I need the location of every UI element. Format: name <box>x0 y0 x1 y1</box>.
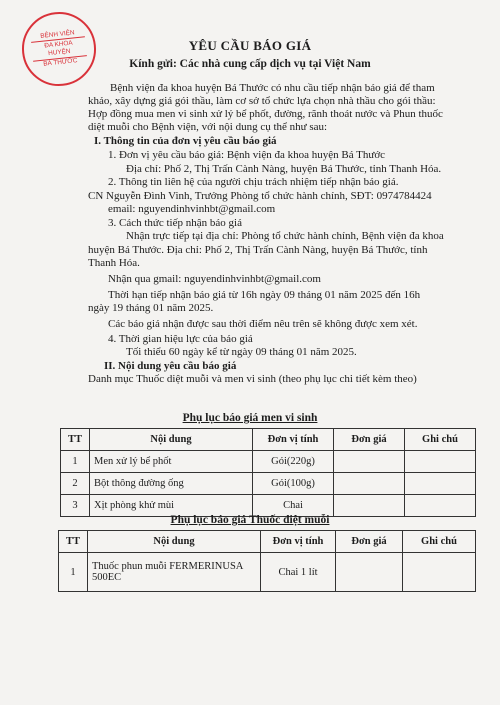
column-header: Đơn vị tính <box>253 429 334 451</box>
cell-content: Xịt phòng khử mùi <box>90 495 253 517</box>
column-header: Đơn giá <box>334 429 405 451</box>
list-item-detail: Nhận qua gmail: nguyendinhvinhbt@gmail.com <box>108 273 321 285</box>
table-row <box>59 553 476 592</box>
table2-title: Phụ lục báo giá Thuốc diệt muỗi <box>170 514 330 526</box>
column-header: Đơn giá <box>336 531 403 553</box>
table-thuoc-diet-muoi <box>58 530 476 592</box>
cell-price <box>336 553 403 592</box>
cell-price <box>334 473 405 495</box>
document-title: YÊU CẦU BÁO GIÁ <box>188 38 312 53</box>
list-item: 2. Thông tin liên hệ của người chịu trách nhiệm tiếp nhận báo giá. <box>108 176 399 188</box>
cell-unit: Chai 1 lít <box>261 553 336 592</box>
table-row <box>61 451 476 473</box>
list-item-detail: Thời hạn tiếp nhận báo giá từ 16h ngày 09 tháng 01 năm 2025 đến 16h <box>108 289 421 301</box>
table1-title: Phụ lục báo giá men vi sinh <box>182 412 318 424</box>
stamp-line: ĐA KHOA <box>44 39 74 50</box>
table-header-row <box>61 429 476 451</box>
list-item: 4. Thời gian hiệu lực của báo giá <box>108 333 253 345</box>
paragraph-line: diệt muỗi cho Bệnh viện, với nội dung cụ thể như sau: <box>88 121 328 133</box>
list-item-detail: Tối thiểu 60 ngày kể từ ngày 09 tháng 01 năm 2025. <box>126 346 357 358</box>
cell-price <box>334 451 405 473</box>
list-item-detail: ngày 19 tháng 01 năm 2025. <box>88 302 214 314</box>
list-item-detail: CN Nguyễn Đình Vinh, Trưởng Phòng tổ chức hành chính, SĐT: 0974784424 <box>88 190 432 202</box>
cell-tt: 3 <box>61 495 90 517</box>
cell-tt: 1 <box>61 451 90 473</box>
list-item-detail: Địa chỉ: Phố 2, Thị Trấn Cành Nàng, huyện Bá Thước, tỉnh Thanh Hóa. <box>126 163 442 175</box>
cell-unit: Gói(100g) <box>253 473 334 495</box>
cell-note <box>405 451 476 473</box>
table-row <box>61 473 476 495</box>
column-header: TT <box>61 429 90 451</box>
table-header-row <box>59 531 476 553</box>
cell-unit: Gói(220g) <box>253 451 334 473</box>
section-heading: I. Thông tin của đơn vị yêu cầu báo giá <box>94 135 277 147</box>
paragraph-line: khảo, xây dựng giá gói thầu, làm cơ sở tổ chức lựa chọn nhà thầu cho gói thầu: <box>88 95 436 107</box>
paragraph-line: Bệnh viện đa khoa huyện Bá Thước có nhu cầu tiếp nhận báo giá để tham <box>110 82 435 94</box>
list-item-detail: huyện Bá Thước. Địa chỉ: Phố 2, Thị Trấn Cành Nàng, huyện Bá Thước, tỉnh <box>88 244 428 256</box>
column-header: TT <box>59 531 88 553</box>
cell-tt: 2 <box>61 473 90 495</box>
list-item: 3. Cách thức tiếp nhận báo giá <box>108 217 242 229</box>
stamp-line: BỆNH VIỆN <box>39 29 75 40</box>
table-men-vi-sinh <box>60 428 476 517</box>
column-header: Ghi chú <box>403 531 476 553</box>
cell-content: Thuốc phun muỗi FERMERINUSA 500EC <box>88 553 261 592</box>
paragraph-line: Danh mục Thuốc diệt muỗi và men vi sinh (theo phụ lục chi tiết kèm theo) <box>88 373 417 385</box>
list-item-detail: Các báo giá nhận được sau thời điểm nêu trên sẽ không được xem xét. <box>108 318 418 330</box>
greeting: Kính gửi: Các nhà cung cấp dịch vụ tại Việt Nam <box>129 58 371 70</box>
cell-tt: 1 <box>59 553 88 592</box>
section-heading: II. Nội dung yêu cầu báo giá <box>104 360 237 372</box>
stamp-line: HUYỆN <box>47 47 71 58</box>
column-header: Nội dung <box>90 429 253 451</box>
cell-content: Men xử lý bể phốt <box>90 451 253 473</box>
stamp-line: BÁ THƯỚC <box>42 57 78 68</box>
column-header: Ghi chú <box>405 429 476 451</box>
list-item-detail: Thanh Hóa. <box>88 257 140 269</box>
list-item: 1. Đơn vị yêu cầu báo giá: Bệnh viện đa khoa huyện Bá Thước <box>108 149 386 161</box>
list-item-detail: email: nguyendinhvinhbt@gmail.com <box>108 203 276 215</box>
cell-unit: Chai <box>253 495 334 517</box>
paragraph-line: Hợp đồng mua men vi sinh xử lý bể phốt, đường, rãnh thoát nước và Phun thuốc <box>88 108 443 120</box>
cell-note <box>403 553 476 592</box>
cell-note <box>405 473 476 495</box>
column-header: Đơn vị tính <box>261 531 336 553</box>
column-header: Nội dung <box>88 531 261 553</box>
list-item-detail: Nhận trực tiếp tại địa chỉ: Phòng tổ chức hành chính, Bệnh viện đa khoa <box>126 230 444 242</box>
cell-content: Bột thông đường ống <box>90 473 253 495</box>
